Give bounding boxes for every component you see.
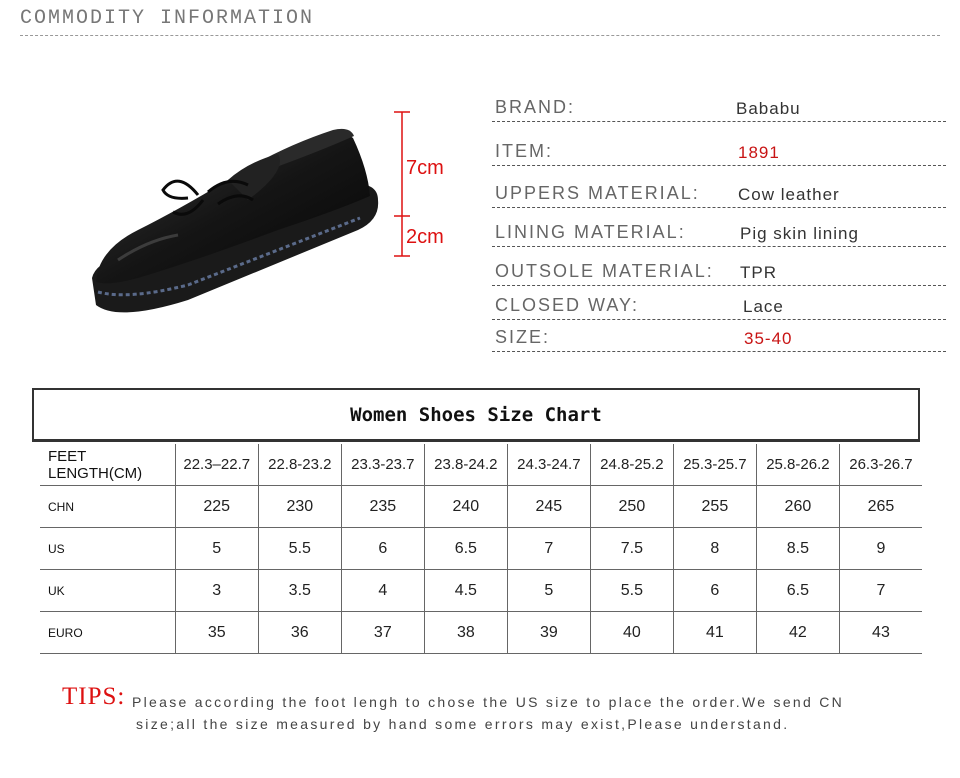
row-header: FEET LENGTH(CM) xyxy=(40,444,175,486)
row-header: UK xyxy=(40,570,175,612)
spec-row-size xyxy=(492,327,946,352)
table-cell: 6.5 xyxy=(756,570,839,612)
table-cell: 41 xyxy=(673,612,756,654)
table-cell: 5.5 xyxy=(258,528,341,570)
table-cell: 25.3-25.7 xyxy=(673,444,756,486)
table-cell: 7 xyxy=(839,570,922,612)
table-cell: 38 xyxy=(424,612,507,654)
spec-value: Lace xyxy=(743,297,784,316)
table-row xyxy=(40,570,922,612)
row-header: EURO xyxy=(40,612,175,654)
section-title: COMMODITY INFORMATION xyxy=(20,7,315,30)
spec-value: Cow leather xyxy=(738,185,840,204)
spec-value: Pig skin lining xyxy=(740,224,859,243)
spec-label: CLOSED WAY: xyxy=(495,295,640,315)
spec-row-brand xyxy=(492,97,946,122)
table-cell: 4 xyxy=(341,570,424,612)
row-header: US xyxy=(40,528,175,570)
spec-label: SIZE: xyxy=(495,327,551,347)
table-cell: 5.5 xyxy=(590,570,673,612)
table-cell: 37 xyxy=(341,612,424,654)
table-cell: 9 xyxy=(839,528,922,570)
table-cell: 260 xyxy=(756,486,839,528)
tips-text-line-1: Please according the foot lengh to chose the US size to place the order.We send CN xyxy=(132,694,845,710)
table-cell: 230 xyxy=(258,486,341,528)
table-row xyxy=(40,612,922,654)
table-cell: 23.8-24.2 xyxy=(424,444,507,486)
heel-height-label: 2cm xyxy=(406,226,444,248)
spec-label: LINING MATERIAL: xyxy=(495,222,686,242)
table-cell: 6 xyxy=(341,528,424,570)
table-cell: 43 xyxy=(839,612,922,654)
table-cell: 265 xyxy=(839,486,922,528)
table-cell: 26.3-26.7 xyxy=(839,444,922,486)
tips-heading: TIPS: xyxy=(62,683,126,710)
spec-row-outsole-material xyxy=(492,261,946,286)
size-chart-title: Women Shoes Size Chart xyxy=(350,404,602,426)
upper-height-label: 7cm xyxy=(406,157,444,179)
table-cell: 22.8-23.2 xyxy=(258,444,341,486)
table-cell: 5 xyxy=(175,528,258,570)
table-cell: 35 xyxy=(175,612,258,654)
table-cell: 250 xyxy=(590,486,673,528)
table-cell: 24.3-24.7 xyxy=(507,444,590,486)
size-chart-table xyxy=(40,444,922,654)
table-cell: 22.3–22.7 xyxy=(175,444,258,486)
spec-row-item xyxy=(492,141,946,166)
spec-label: BRAND: xyxy=(495,97,576,117)
table-cell: 3 xyxy=(175,570,258,612)
spec-row-uppers-material xyxy=(492,183,946,208)
table-row xyxy=(40,444,922,486)
table-cell: 7 xyxy=(507,528,590,570)
spec-value: Bababu xyxy=(736,99,801,118)
table-cell: 7.5 xyxy=(590,528,673,570)
table-cell: 6 xyxy=(673,570,756,612)
spec-value: TPR xyxy=(740,263,777,282)
table-cell: 24.8-25.2 xyxy=(590,444,673,486)
table-cell: 42 xyxy=(756,612,839,654)
table-cell: 3.5 xyxy=(258,570,341,612)
spec-label: UPPERS MATERIAL: xyxy=(495,183,700,203)
table-cell: 4.5 xyxy=(424,570,507,612)
table-cell: 23.3-23.7 xyxy=(341,444,424,486)
size-chart-header xyxy=(32,388,920,442)
table-row xyxy=(40,486,922,528)
table-cell: 36 xyxy=(258,612,341,654)
table-cell: 39 xyxy=(507,612,590,654)
table-cell: 8.5 xyxy=(756,528,839,570)
product-shoe-image xyxy=(78,100,398,340)
header-divider xyxy=(20,35,940,36)
spec-label: OUTSOLE MATERIAL: xyxy=(495,261,714,281)
spec-value: 1891 xyxy=(738,143,780,162)
table-cell: 225 xyxy=(175,486,258,528)
table-cell: 235 xyxy=(341,486,424,528)
spec-value: 35-40 xyxy=(744,329,793,348)
table-cell: 5 xyxy=(507,570,590,612)
table-cell: 40 xyxy=(590,612,673,654)
table-cell: 240 xyxy=(424,486,507,528)
table-cell: 8 xyxy=(673,528,756,570)
table-cell: 25.8-26.2 xyxy=(756,444,839,486)
spec-label: ITEM: xyxy=(495,141,553,161)
table-row xyxy=(40,528,922,570)
row-header: CHN xyxy=(40,486,175,528)
spec-row-lining-material xyxy=(492,222,946,247)
table-cell: 245 xyxy=(507,486,590,528)
table-cell: 255 xyxy=(673,486,756,528)
table-cell: 6.5 xyxy=(424,528,507,570)
tips-text-line-2: size;all the size measured by hand some errors may exist,Please understand. xyxy=(136,716,790,732)
spec-row-closed-way xyxy=(492,295,946,320)
